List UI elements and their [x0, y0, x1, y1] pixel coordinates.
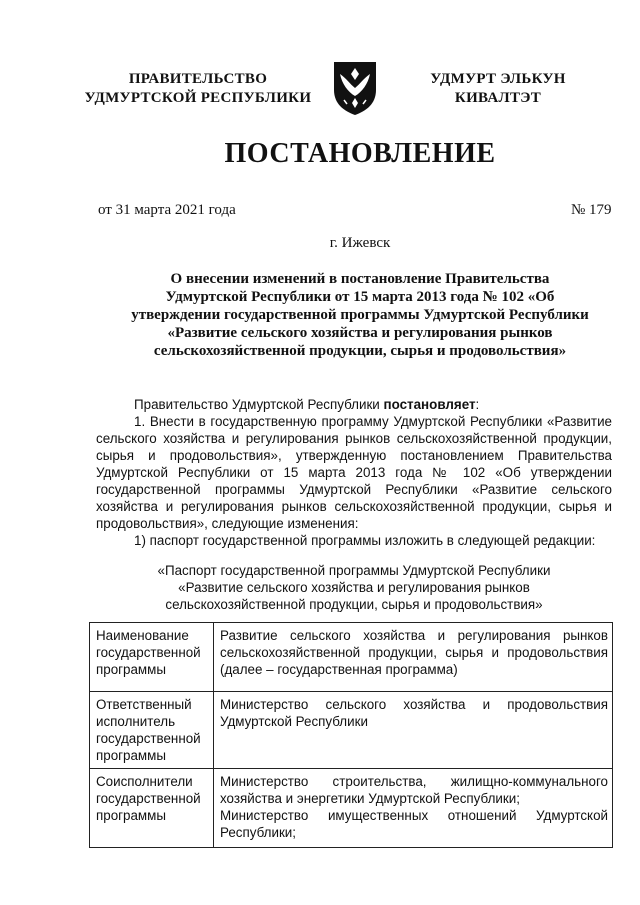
intro-paragraph — [96, 396, 612, 413]
row-label: Соисполнители государственной программы — [90, 769, 214, 848]
document-title: ПОСТАНОВЛЕНИЕ — [224, 138, 496, 169]
subject-line: утверждении государственной программы Удмуртской Республики — [131, 307, 589, 323]
document-date: от 31 марта 2021 года — [98, 202, 236, 218]
header-left-line2: УДМУРТСКОЙ РЕСПУБЛИКИ — [84, 90, 312, 106]
header-left-line1: ПРАВИТЕЛЬСТВО — [128, 71, 268, 87]
intro-text: Правительство Удмуртской Республики — [134, 397, 384, 412]
row-value: Министерство сельского хозяйства и продовольствия Удмуртской Республики — [214, 692, 613, 769]
document-body — [96, 396, 612, 549]
udmurtia-emblem-icon — [330, 60, 380, 116]
subitem-1-paragraph: 1) паспорт государственной программы изложить в следующей редакции: — [134, 533, 596, 548]
passport-heading — [96, 562, 612, 613]
row-value-line: Министерство имущественных отношений Удмуртской Республики; — [220, 808, 608, 840]
subject-line: «Развитие сельского хозяйства и регулирования рынков — [167, 325, 553, 341]
row-value-line: Министерство строительства, жилищно-коммунального хозяйства и энергетики Удмуртской Республики; — [220, 774, 608, 806]
passport-table — [89, 622, 613, 848]
document-subject — [100, 270, 620, 360]
passport-heading-line: «Паспорт государственной программы Удмуртской Республики — [157, 563, 551, 578]
table-row — [90, 623, 613, 692]
passport-heading-line: «Развитие сельского хозяйства и регулирования рынков — [178, 580, 530, 595]
document-city: г. Ижевск — [329, 235, 391, 251]
item-1-paragraph: 1. Внести в государственную программу Удмуртской Республики «Развитие сельского хозяйства и регулирования рынков сельскохозяйственной продукции, сырья и продовольствия», утвержденную постановлением Правительства Удмуртской Республики от 15 марта 2013 года № 102 «Об утверждении государственной программы Удмуртской Республики «Развитие сельского хозяйства и регулирования рынков сельскохозяйственной продукции, сырья и продовольствия», следующие изменения: — [96, 414, 612, 531]
row-label: Наименование государственной программы — [90, 623, 214, 692]
subject-line: сельскохозяйственной продукции, сырья и продовольствия» — [153, 343, 567, 359]
header-right-line2: КИВАЛТЭТ — [454, 90, 542, 106]
passport-heading-line: сельскохозяйственной продукции, сырья и продовольствия» — [165, 597, 543, 612]
government-name-udmurt — [408, 70, 588, 108]
document-number: № 179 — [571, 202, 612, 218]
table-row — [90, 769, 613, 848]
table-row — [90, 692, 613, 769]
subject-line: Удмуртской Республики от 15 марта 2013 года № 102 «Об — [165, 289, 555, 305]
row-value: Развитие сельского хозяйства и регулирования рынков сельскохозяйственной продукции, сырья и продовольствия (далее – государственная программа) — [214, 623, 613, 692]
row-value — [214, 769, 613, 848]
government-name-russian — [78, 70, 318, 108]
intro-verb: постановляет — [383, 397, 476, 412]
subject-line: О внесении изменений в постановление Правительства — [170, 271, 550, 287]
row-label: Ответственный исполнитель государственной программы — [90, 692, 214, 769]
header-right-line1: УДМУРТ ЭЛЬКУН — [430, 71, 566, 87]
intro-colon: : — [475, 397, 480, 412]
